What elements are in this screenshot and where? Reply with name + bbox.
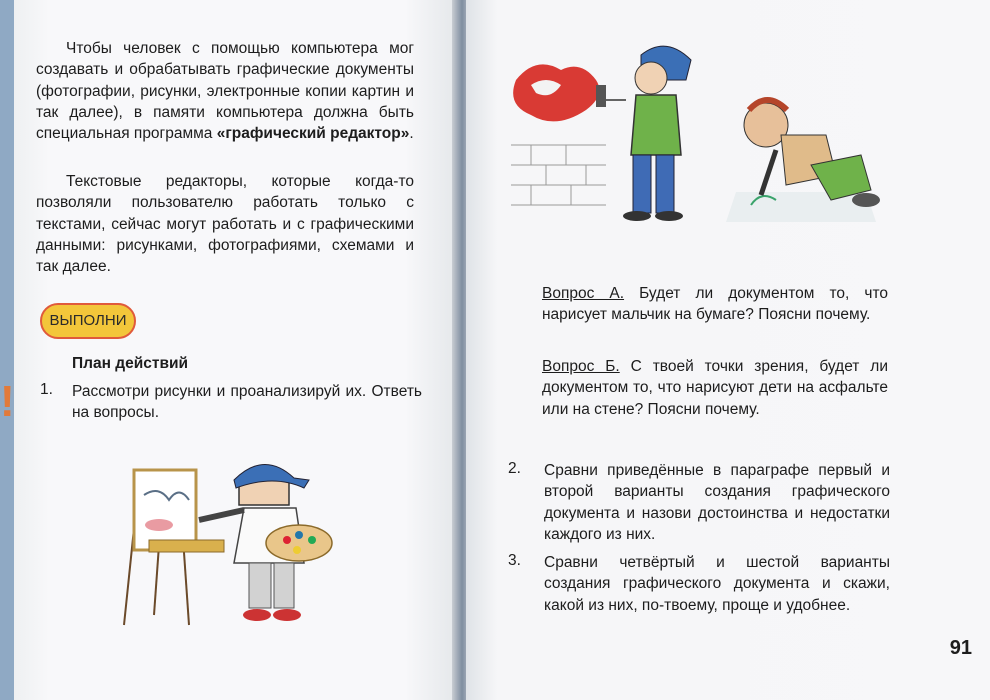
question-a-label: Вопрос А.: [542, 285, 625, 302]
right-page: [466, 0, 990, 700]
paragraph-1-end: .: [409, 125, 414, 143]
item-3-text: Сравни четвёртый и шестой варианты создания графического документа и скажи, какой из них, по-твоему, проще и удобнее.: [544, 554, 890, 614]
graffiti-boy-illustration: [511, 40, 696, 225]
left-page: [14, 0, 458, 700]
question-a: [542, 283, 888, 326]
page-number: 91: [949, 637, 972, 659]
question-a-text: Будет ли документом то, что нарисует мальчик на бумаге? Поясни почему.: [542, 285, 889, 324]
paragraph-2: Текстовые редакторы, которые когда-то позволяли пользователю работать только с текстами, сейчас могут работать и с графическими данными: рисунками, фотографиями, схемами и так далее.: [36, 173, 414, 276]
paragraph-1: [36, 38, 414, 144]
plan-title: План действий: [72, 355, 189, 372]
item-2-text: Сравни приведённые в параграфе первый и второй варианты создания графического документа и назови достоинства и недостатки каждого из них.: [544, 462, 890, 543]
question-b-text: С твоей точки зрения, будет ли документом то, что нарисуют дети на асфальте или на стене? Поясни почему.: [542, 358, 888, 418]
program-term: «графический редактор»: [216, 125, 410, 143]
attention-mark: !: [0, 377, 15, 426]
item-2-number: 2.: [508, 460, 521, 477]
item-1-text: Рассмотри рисунки и проанализируй их. Ответь на вопросы.: [72, 383, 422, 422]
chalk-boy-illustration: [721, 90, 886, 225]
question-b: [542, 356, 888, 420]
item-1-number: 1.: [40, 381, 53, 398]
paragraph-1-text: Чтобы человек с помощью компьютера мог создавать и обрабатывать графические документы (фотографии, рисунки, электронные копии картин и так далее), в памяти компьютера должна быть специальная программа: [36, 40, 414, 143]
item-3-number: 3.: [508, 552, 521, 569]
painter-boy-illustration: [119, 440, 334, 630]
do-it-badge: ВЫПОЛНИ: [40, 303, 136, 339]
question-b-label: Вопрос Б.: [542, 358, 620, 375]
